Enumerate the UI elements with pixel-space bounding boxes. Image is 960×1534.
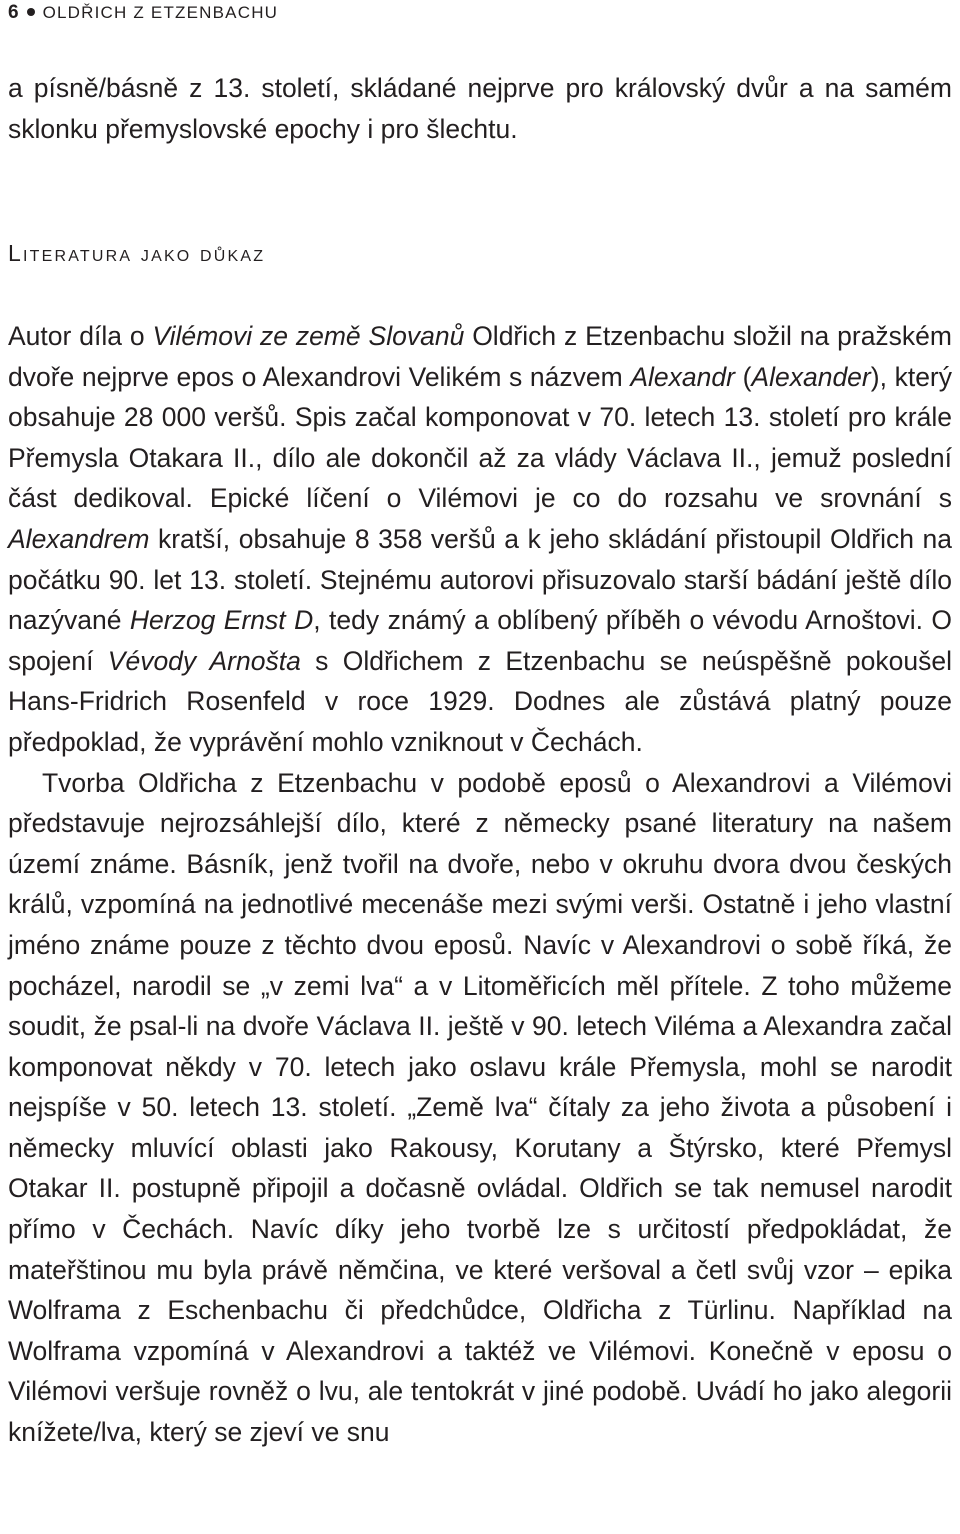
p1-italic-4: Alexandrem	[8, 523, 150, 554]
p1-italic-1: Vilémovi ze země Slovanů	[152, 321, 465, 351]
paragraph-1	[8, 316, 952, 763]
p1-text-2: Oldřich z Etzenbachu složil na pražském dvoře nejprve epos o Alexandrovi Velikém s názvem	[8, 321, 952, 392]
p1-text-7: s Oldřichem z Etzenbachu se neúspěšně pokoušel Hans-Fridrich Rosenfeld v roce 1929. Dodnes ale zůstává platný pouze předpoklad, že vyprávění mohlo vzniknout v Čechách.	[8, 645, 952, 757]
paragraph-2: Tvorba Oldřicha z Etzenbachu v podobě eposů o Alexandrovi a Vilémovi představuje nejrozsáhlejší dílo, které z německy psané literatury na našem území známe. Básník, jenž tvořil na dvoře, nebo v okruhu dvora dvou českých králů, vzpomíná na jednotlivé mecenáše mezi svými verši. Ostatně i jeho vlastní jméno známe pouze z těchto dvou eposů. Navíc v Alexandrovi o sobě říká, že pocházel, narodil se „v zemi lva“ a v Litoměřicích měl přítele. Z toho můžeme soudit, že psal-li na dvoře Václava II. ještě v 90. letech Viléma a Alexandra začal komponovat někdy v 70. letech jako oslavu krále Přemysla, mohl se narodit nejspíše v 50. letech 13. století. „Země lva“ čítaly za jeho života a působení i německy mluvící oblasti jako Rakousy, Korutany a Štýrsko, které Přemysl Otakar II. postupně připojil a dočasně ovládal. Oldřich se tak nemusel narodit přímo v Čechách. Navíc díky jeho tvorbě lze s určitostí předpokládat, že mateřštinou mu byla právě němčina, ve které veršoval a četl svůj vzor – epika Wolframa z Eschenbachu či předchůdce, Oldřicha z Türlinu. Například na Wolframa vzpomíná v Alexandrovi a taktéž ve Vilémovi. Konečně v eposu o Vilémovi veršuje rovněž o lvu, ale tentokrát v jiné podobě. Uvádí ho jako alegorii knížete/lva, který se zjeví ve snu	[8, 767, 952, 1448]
intro-text: a písně/básně z 13. století, skládané nejprve pro královský dvůr a na samém sklonku přemyslovské epochy i pro šlechtu.	[8, 73, 952, 144]
running-header	[8, 2, 278, 24]
section-heading: Literatura jako důkaz	[8, 240, 266, 266]
body-text	[8, 316, 952, 1453]
p1-text-4: ), který obsahuje 28 000 veršů. Spis začal komponovat v 70. letech 13. století pro krále Přemysla Otakara II., dílo ale dokončil až za vlády Václava II., jemuž poslední část dedikoval. Epické líčení o Vilémovi je co do rozsahu ve srovnání s	[8, 361, 953, 514]
running-title: OLDŘICH Z ETZENBACHU	[42, 3, 279, 22]
p1-text-5: kratší, obsahuje 8 358 veršů a k jeho skládání přistoupil Oldřich na počátku 90. let 13. století. Stejnému autorovi přisuzovalo starší bádání ještě dílo nazývané	[8, 523, 952, 636]
p1-italic-3: Alexander	[751, 361, 871, 392]
bullet-separator	[27, 8, 35, 16]
p1-text-3: (	[734, 361, 752, 392]
p1-text-6: , tedy známý a oblíbený příběh o vévodu Arnoštovi. O spojení	[8, 605, 953, 676]
p1-italic-5: Herzog Ernst D	[129, 605, 314, 636]
p1-italic-2: Alexandr	[630, 361, 735, 392]
p1-italic-6: Vévody Arnošta	[107, 645, 301, 676]
intro-paragraph	[8, 68, 952, 149]
p1-text-1: Autor díla o	[8, 321, 153, 351]
page-number: 6	[8, 2, 19, 23]
